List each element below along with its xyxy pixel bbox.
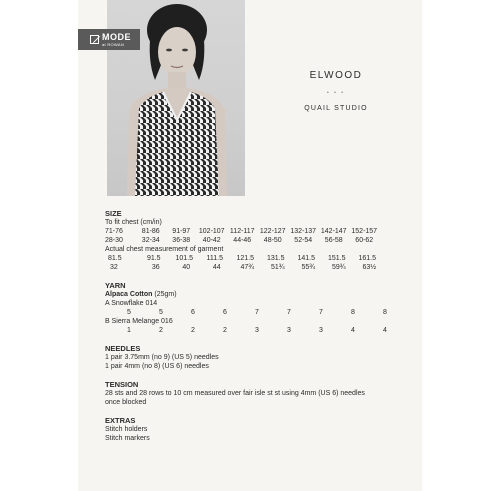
fit-cm-row: 71-76 81-86 91-97 102-107 112-117 122-127 132-137 142-147 152-157 (105, 228, 378, 235)
tension-heading: TENSION (105, 380, 139, 389)
brand-logo (78, 29, 140, 50)
yarn-b-label: B Sierra Melange 016 (105, 318, 173, 325)
actual-chest-label: Actual chest measurement of garment (105, 246, 224, 253)
yarn-heading: YARN (105, 281, 126, 290)
designer-name: QUAIL STUDIO (304, 105, 368, 112)
title-block (262, 70, 410, 112)
needles-line-2: 1 pair 4mm (no 8) (US 6) needles (105, 363, 209, 370)
yarn-a-label: A Snowflake 014 (105, 300, 158, 307)
pattern-details (105, 209, 405, 443)
yarn-a-row: 5 5 6 6 7 7 7 8 8 (127, 309, 387, 316)
brand-name: MODE (102, 31, 131, 42)
actual-cm-row: 81.5 91.5 101.5 111.5 121.5 131.5 141.5 151.5 161.5 (108, 255, 377, 262)
tension-line-1: 28 sts and 28 rows to 10 cm measured over fair isle st st using 4mm (US 6) needles (105, 390, 365, 397)
pattern-title: ELWOOD (309, 70, 363, 81)
extras-line-2: Stitch markers (105, 435, 150, 442)
fit-chest-label: To fit chest (cm/in) (105, 219, 162, 226)
brand-mark-icon (90, 35, 99, 44)
yarn-name: Alpaca Cotton (105, 291, 153, 298)
tension-line-2: once blocked (105, 399, 147, 406)
yarn-weight: (25gm) (154, 291, 177, 298)
brand-sub: at ROWAN (102, 41, 125, 47)
title-divider: • • • (326, 90, 346, 96)
extras-line-1: Stitch holders (105, 426, 148, 433)
fit-in-row: 28-30 32-34 36-38 40-42 44-46 48-50 52-54 56-58 60-62 (105, 237, 374, 244)
yarn-b-row: 1 2 2 2 3 3 3 4 4 (127, 327, 387, 334)
yarn-name-line (105, 290, 405, 299)
size-heading: SIZE (105, 209, 122, 218)
extras-heading: EXTRAS (105, 416, 136, 425)
actual-in-row: 32 36 40 44 47¾ 51¾ 55¾ 59¾ 63½ (110, 264, 377, 271)
needles-line-1: 1 pair 3.75mm (no 9) (US 5) needles (105, 354, 219, 361)
needles-heading: NEEDLES (105, 344, 141, 353)
